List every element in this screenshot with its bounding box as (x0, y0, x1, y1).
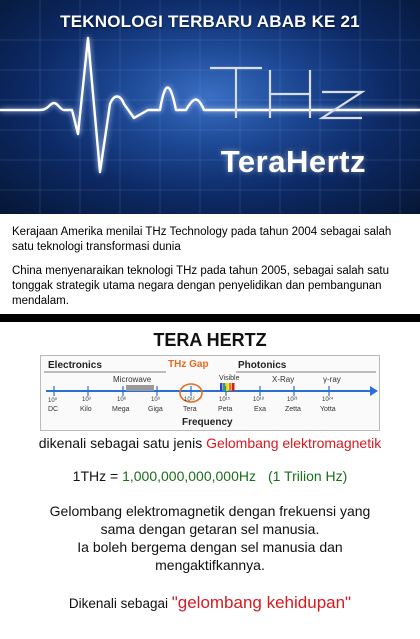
intro-paragraph-china: China menyenaraikan teknologi THz pada tahun 2005, sebagai salah satu tonggak strategik utama negara dengan penyelidikan dan pembangunan mendalam. (12, 265, 389, 307)
thz-conversion-line (0, 468, 420, 484)
band-label-photonics: Photonics (238, 360, 287, 371)
description-line: sama dengan getaran sel manusia. (100, 521, 320, 537)
tick-exponent: 10¹⁵ (219, 397, 231, 403)
brand-name: TeraHertz (220, 144, 366, 179)
hero-banner (0, 0, 420, 214)
tick-name: Giga (148, 406, 163, 413)
tagline (0, 593, 420, 613)
tick-name: Zetta (285, 406, 301, 413)
tick-exponent: 10⁶ (117, 397, 127, 403)
description-line: Gelombang elektromagnetik dengan frekuensi yang (49, 503, 371, 519)
tick-exponent: 10¹⁸ (253, 397, 265, 403)
description-line: Ia boleh bergema dengan sel manusia dan (77, 539, 343, 555)
tick-exponent: 10²¹ (287, 397, 298, 403)
subband-microwave: Microwave (113, 375, 152, 384)
tick-exponent: 10¹² (184, 397, 195, 403)
conversion-label: 1THz = (72, 468, 123, 484)
banner-graphic (0, 0, 420, 214)
subband-gamma-ray: γ-ray (323, 375, 341, 384)
tick-exponent: 10³ (82, 397, 91, 403)
intro-paragraph-usa: Kerajaan Amerika menilai THz Technology pada tahun 2004 sebagai salah satu teknologi transformasi dunia (12, 226, 392, 253)
tick-name: Yotta (320, 406, 336, 413)
description-line: mengaktifkannya. (155, 557, 265, 573)
subband-visible: Visible (219, 375, 240, 382)
section-heading: TERA HERTZ (153, 330, 267, 350)
em-wave-highlight: Gelombang elektromagnetik (206, 435, 382, 451)
tagline-prefix: Dikenali sebagai (68, 596, 172, 611)
definition-line (0, 435, 420, 451)
info-panel (0, 322, 420, 639)
tick-exponent: 10⁰ (48, 398, 58, 404)
band-label-thz-gap: THz Gap (168, 359, 209, 370)
subband-xray: X-Ray (272, 375, 295, 384)
conversion-value: 1,000,000,000,000Hz (122, 468, 256, 484)
tick-name: Mega (112, 406, 130, 413)
tick-name: Tera (183, 406, 197, 413)
tick-name: Kilo (80, 406, 92, 413)
tick-name: Peta (218, 406, 233, 413)
tick-exponent: 10²⁴ (322, 397, 334, 403)
tagline-highlight: "gelombang kehidupan" (171, 593, 352, 612)
definition-prefix: dikenali sebagai satu jenis (38, 435, 207, 451)
tick-exponent: 10⁹ (151, 397, 161, 403)
tick-name: Exa (254, 406, 267, 413)
intro-box (0, 214, 420, 314)
microwave-bar (126, 385, 154, 391)
trillion-note: (1 Trilion Hz) (267, 468, 348, 484)
banner-title: TEKNOLOGI TERBARU ABAB KE 21 (60, 12, 360, 31)
description-block (20, 502, 400, 574)
band-label-electronics: Electronics (48, 360, 102, 371)
axis-label-frequency: Frequency (182, 417, 233, 428)
tick-name: DC (48, 406, 59, 413)
visible-spectrum-bars (220, 383, 235, 391)
